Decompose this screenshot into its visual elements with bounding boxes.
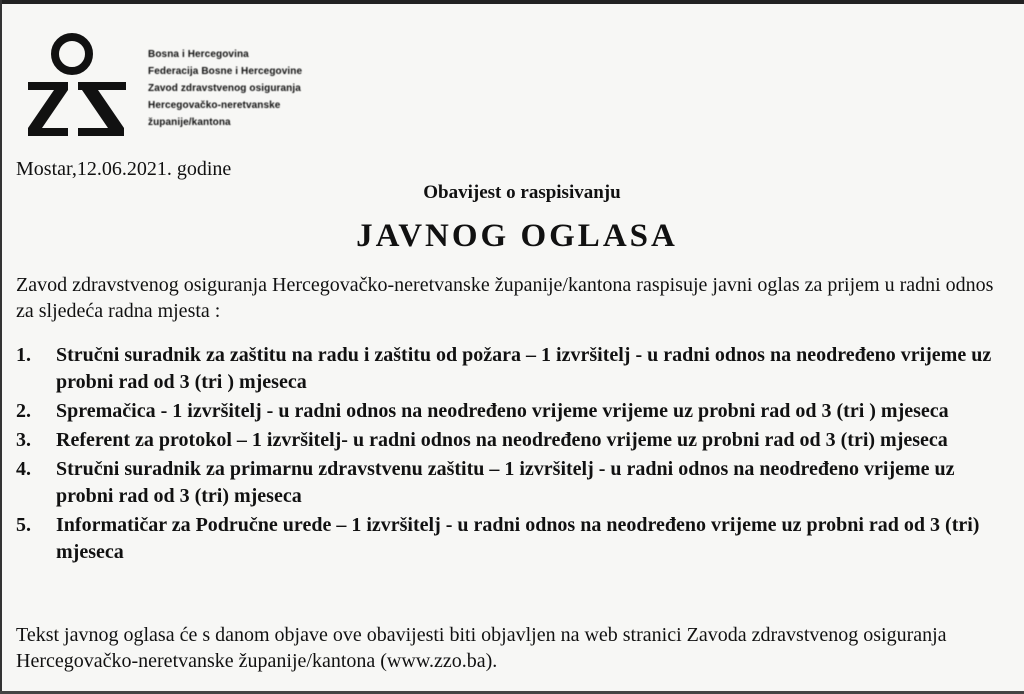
positions-list	[16, 342, 1011, 568]
institution-line: Zavod zdravstvenog osiguranja	[148, 83, 301, 94]
institution-line: županije/kantona	[148, 117, 231, 128]
scan-edge-top	[0, 0, 1024, 4]
position-item	[16, 398, 1011, 425]
institution-line: Bosna i Hercegovina	[148, 49, 249, 60]
position-item	[16, 342, 1011, 396]
position-text: Informatičar za Područne urede – 1 izvršitelj - u radni odnos na neodređeno vrijeme uz probni rad od 3 (tri) mjeseca	[56, 514, 980, 563]
institution-line: Hercegovačko-neretvanske	[148, 100, 281, 111]
institution-header	[148, 46, 398, 131]
document-date: Mostar,12.06.2021. godine	[16, 158, 232, 180]
position-item	[16, 427, 1011, 454]
position-item	[16, 512, 1011, 566]
intro-paragraph: Zavod zdravstvenog osiguranja Hercegovačko-neretvanske županije/kantona raspisuje javni oglas za prijem u radni odnos za sljedeća radna mjesta :	[16, 274, 994, 322]
position-text: Stručni suradnik za primarnu zdravstvenu zaštitu – 1 izvršitelj - u radni odnos na neodređeno vrijeme uz probni rad od 3 (tri) mjeseca	[56, 458, 955, 507]
position-item	[16, 456, 1011, 510]
position-text: Spremačica - 1 izvršitelj - u radni odnos na neodređeno vrijeme vrijeme uz probni rad od 3 (tri ) mjeseca	[56, 400, 949, 422]
institution-line: Federacija Bosne i Hercegovine	[148, 66, 303, 77]
notice-title: JAVNOG OGLASA	[356, 218, 678, 254]
footer-paragraph: Tekst javnog oglasa će s danom objave ove obavijesti biti objavljen na web stranici Zavoda zdravstvenog osiguranja Hercegovačko-neretvanske županije/kantona (www.zzo.ba).	[16, 624, 947, 672]
ozz-logo-icon	[22, 30, 142, 140]
scan-edge-left	[0, 0, 2, 694]
position-number: 2.	[16, 400, 31, 422]
position-number: 3.	[16, 429, 31, 451]
position-number: 4.	[16, 458, 31, 480]
position-number: 5.	[16, 514, 31, 536]
position-text: Referent za protokol – 1 izvršitelj- u radni odnos na neodređeno vrijeme uz probni rad od 3 (tri) mjeseca	[56, 429, 948, 451]
position-text: Stručni suradnik za zaštitu na radu i zaštitu od požara – 1 izvršitelj - u radni odnos na neodređeno vrijeme uz probni rad od 3 (tri ) mjeseca	[56, 344, 992, 393]
position-number: 1.	[16, 344, 31, 366]
notice-subtitle: Obavijest o raspisivanju	[423, 182, 621, 203]
